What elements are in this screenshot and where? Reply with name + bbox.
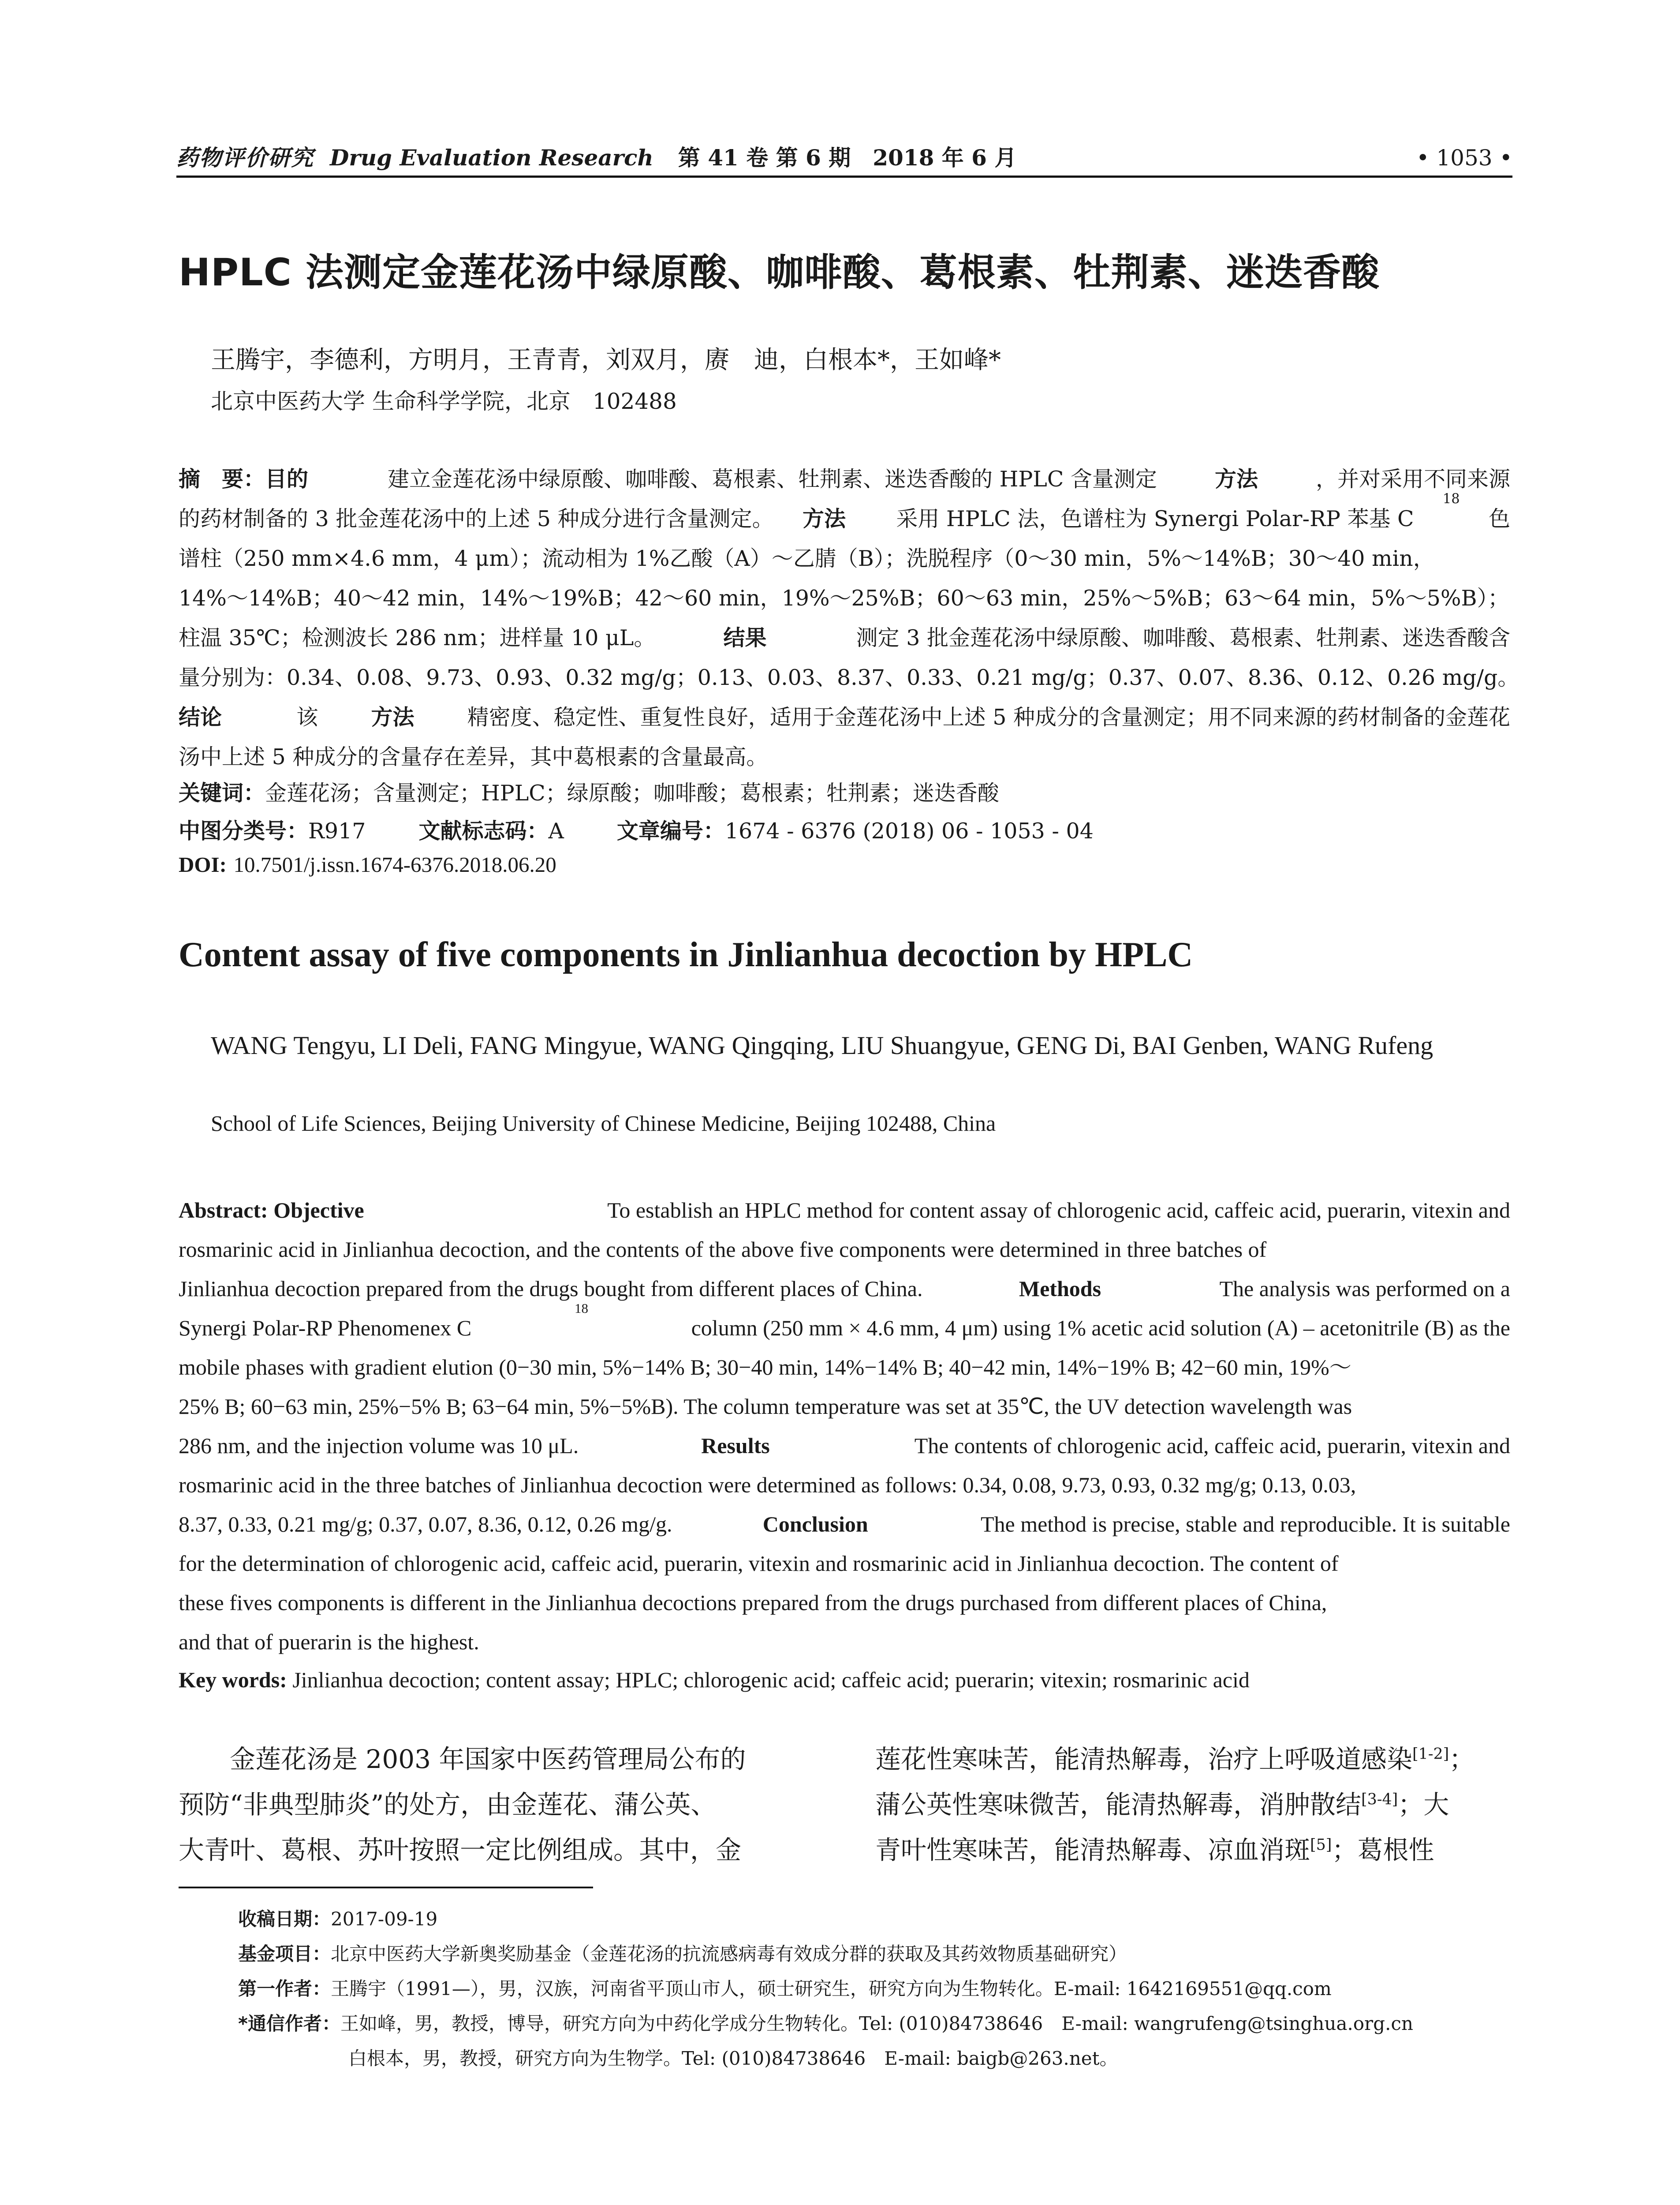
citation: [3-4] [1361, 1790, 1398, 1809]
body-column-left [179, 1737, 818, 1873]
footnote-received: 收稿日期：2017-09-19 [238, 1908, 438, 1930]
abstract-cn [179, 460, 1519, 777]
keywords-en-label: Key words: [179, 1667, 287, 1692]
authors-cn: 王腾宇，李德利，方明月，王青青，刘双月，赓 迪，白根本*，王如峰* [211, 346, 1001, 374]
title-cn: HPLC 法测定金莲花汤中绿原酸、咖啡酸、葛根素、牡荆素、迷迭香酸 [179, 250, 1380, 295]
running-header [176, 140, 1512, 172]
abstract-en-line: rosmarinic acid in Jinlianhua decoction, and the contents of the above five components were determined in three batches of [179, 1237, 1267, 1262]
keywords-en: Jinlianhua decoction; content assay; HPLC; chlorogenic acid; caffeic acid; puerarin; vitexin; rosmarinic acid [292, 1667, 1250, 1692]
abstract-cn-line: 的药材制备的 3 批金莲花汤中的上述 5 种成分进行含量测定。 方法 采用 HPLC 法，色谱柱为 Synergi Polar-RP 苯基 C 18 色 [179, 491, 1510, 531]
keywords-cn-line [179, 776, 999, 807]
doi-line [179, 852, 556, 877]
title-en: Content assay of five components in Jinlianhua decoction by HPLC [179, 935, 1193, 974]
page-number: • 1053 • [1416, 145, 1512, 171]
abstract-en-line: 286 nm, and the injection volume was 10 μL. Results The contents of chlorogenic acid, caffeic acid, puerarin, vitexin and [179, 1433, 1510, 1458]
footnote-first-author: 第一作者：王腾宇（1991—），男，汉族，河南省平顶山市人，硕士研究生，研究方向为生物转化。E-mail: 1642169551@qq.com [238, 1978, 1332, 1999]
body-line: 金莲花汤是 2003 年国家中医药管理局公布的 [179, 1744, 746, 1774]
affiliation-cn: 北京中医药大学 生命科学学院，北京 102488 [211, 389, 677, 414]
authors-en: WANG Tengyu, LI Deli, FANG Mingyue, WANG Qingqing, LIU Shuangyue, GENG Di, BAI Genben, WANG Rufeng [211, 1031, 1434, 1060]
abstract-cn-line: 量分别为：0.34、0.08、9.73、0.93、0.32 mg/g；0.13、0.03、8.37、0.33、0.21 mg/g；0.37、0.07、8.36、0.12、0.26 mg/g。 [179, 665, 1519, 690]
footnote-rule [179, 1887, 593, 1888]
body-line: 青叶性寒味苦，能清热解毒、凉血消斑[5]；葛根性 [875, 1835, 1434, 1865]
keywords-cn: 金莲花汤；含量测定；HPLC；绿原酸；咖啡酸；葛根素；牡荆素；迷迭香酸 [265, 781, 999, 806]
footnote-corresponding-1: *通信作者：王如峰，男，教授，博导，研究方向为中药化学成分生物转化。Tel: (010)84738646 E-mail: wangrufeng@tsinghua.org.cn [238, 2013, 1413, 2034]
journal-issue: 第 41 卷 第 6 期 2018 年 6 月 [678, 145, 1017, 171]
abstract-en-line: 25% B; 60−63 min, 25%−5% B; 63−64 min, 5%−5%B). The column temperature was set at 35℃, the UV detection wavelength was [179, 1394, 1352, 1419]
abstract-en-line: Synergi Polar-RP Phenomenex C 18 column (250 mm × 4.6 mm, 4 μm) using 1% acetic acid solution (A) – acetonitrile (B) as the [179, 1301, 1510, 1340]
journal-name-cn: 药物评价研究 [176, 145, 314, 171]
abstract-cn-line: 柱温 35℃；检测波长 286 nm；进样量 10 μL。 结果 测定 3 批金莲花汤中绿原酸、咖啡酸、葛根素、牡荆素、迷迭香酸含 [179, 625, 1510, 650]
header-rule [176, 176, 1512, 178]
journal-name-en: Drug Evaluation Research [330, 145, 653, 171]
abstract-cn-line: 结论 该 方法 精密度、稳定性、重复性良好，适用于金莲花汤中上述 5 种成分的含量测定；用不同来源的药材制备的金莲花 [179, 705, 1510, 730]
body-line: 预防“非典型肺炎”的处方，由金莲花、蒲公英、 [179, 1790, 717, 1820]
header-journal [176, 140, 1016, 172]
classification-line [179, 814, 1094, 845]
abstract-en-line: and that of puerarin is the highest. [179, 1629, 479, 1654]
abstract-en-line: rosmarinic acid in the three batches of Jinlianhua decoction were determined as follows: 0.34, 0.08, 9.73, 0.93, 0.32 mg/g; 0.13, 0.03, [179, 1472, 1356, 1497]
body-column-right [875, 1737, 1512, 1873]
keywords-cn-label: 关键词： [179, 781, 265, 806]
article-no-label: 文章编号： [616, 818, 725, 844]
citation: [5] [1310, 1836, 1332, 1854]
abstract-cn-line: 14%～14%B；40～42 min，14%～19%B；42～60 min，19%～25%B；60～63 min，25%～5%B；63～64 min，5%～5%B）； [179, 586, 1509, 611]
abstract-en-line: mobile phases with gradient elution (0−30 min, 5%−14% B; 30−40 min, 14%−14% B; 40−42 min, 14%−19% B; 42−60 min, 19%～ [179, 1355, 1351, 1379]
doi-value: 10.7501/j.issn.1674-6376.2018.06.20 [233, 852, 556, 877]
footnotes [238, 1902, 1413, 2076]
clc-value: R917 [308, 818, 366, 844]
abstract-en-line: 8.37, 0.33, 0.21 mg/g; 0.37, 0.07, 8.36, 0.12, 0.26 mg/g. Conclusion The method is precise, stable and reproducible. It is suitable [179, 1512, 1510, 1536]
body-line: 大青叶、葛根、苏叶按照一定比例组成。其中，金 [179, 1835, 742, 1865]
abstract-en-line: Jinlianhua decoction prepared from the drugs bought from different places of China. Methods The analysis was performed on a [179, 1276, 1510, 1301]
keywords-en-line [179, 1667, 1250, 1693]
abstract-en-line: for the determination of chlorogenic acid, caffeic acid, puerarin, vitexin and rosmarinic acid in Jinlianhua decoction. The content of [179, 1551, 1339, 1576]
footnote-fund: 基金项目：北京中医药大学新奥奖励基金（金莲花汤的抗流感病毒有效成分群的获取及其药效物质基础研究） [238, 1943, 1127, 1965]
doc-code-value: A [548, 818, 564, 844]
body-line: 蒲公英性寒味微苦，能清热解毒，消肿散结[3-4]；大 [875, 1790, 1449, 1820]
citation: [1-2] [1412, 1745, 1449, 1763]
doc-code-label: 文献标志码： [418, 818, 549, 844]
article-no-value: 1674 - 6376 (2018) 06 - 1053 - 04 [724, 818, 1094, 844]
abstract-en-line: these fives components is different in the Jinlianhua decoctions prepared from the drugs purchased from different places of China, [179, 1590, 1327, 1615]
clc-label: 中图分类号： [179, 818, 309, 844]
abstract-en [179, 1191, 1510, 1662]
doi-label: DOI: [179, 852, 227, 877]
abstract-cn-line: 摘 要：目的 建立金莲花汤中绿原酸、咖啡酸、葛根素、牡荆素、迷迭香酸的 HPLC 含量测定 方法 ，并对采用不同来源 [179, 467, 1510, 492]
footnote-corresponding-2: 白根本，男，教授，研究方向为生物学。Tel: (010)84738646 E-mail: baigb@263.net。 [348, 2048, 1118, 2069]
body-line: 莲花性寒味苦，能清热解毒，治疗上呼吸道感染[1-2]； [875, 1744, 1475, 1774]
abstract-en-line: Abstract: Objective To establish an HPLC method for content assay of chlorogenic acid, caffeic acid, puerarin, vitexin and [179, 1198, 1510, 1222]
abstract-cn-line: 汤中上述 5 种成分的含量存在差异，其中葛根素的含量最高。 [179, 744, 768, 770]
abstract-cn-line: 谱柱（250 mm×4.6 mm，4 μm）；流动相为 1%乙酸（A）～乙腈（B）；洗脱程序（0～30 min，5%～14%B；30～40 min， [179, 546, 1435, 571]
affiliation-en: School of Life Sciences, Beijing University of Chinese Medicine, Beijing 102488, China [211, 1111, 996, 1136]
